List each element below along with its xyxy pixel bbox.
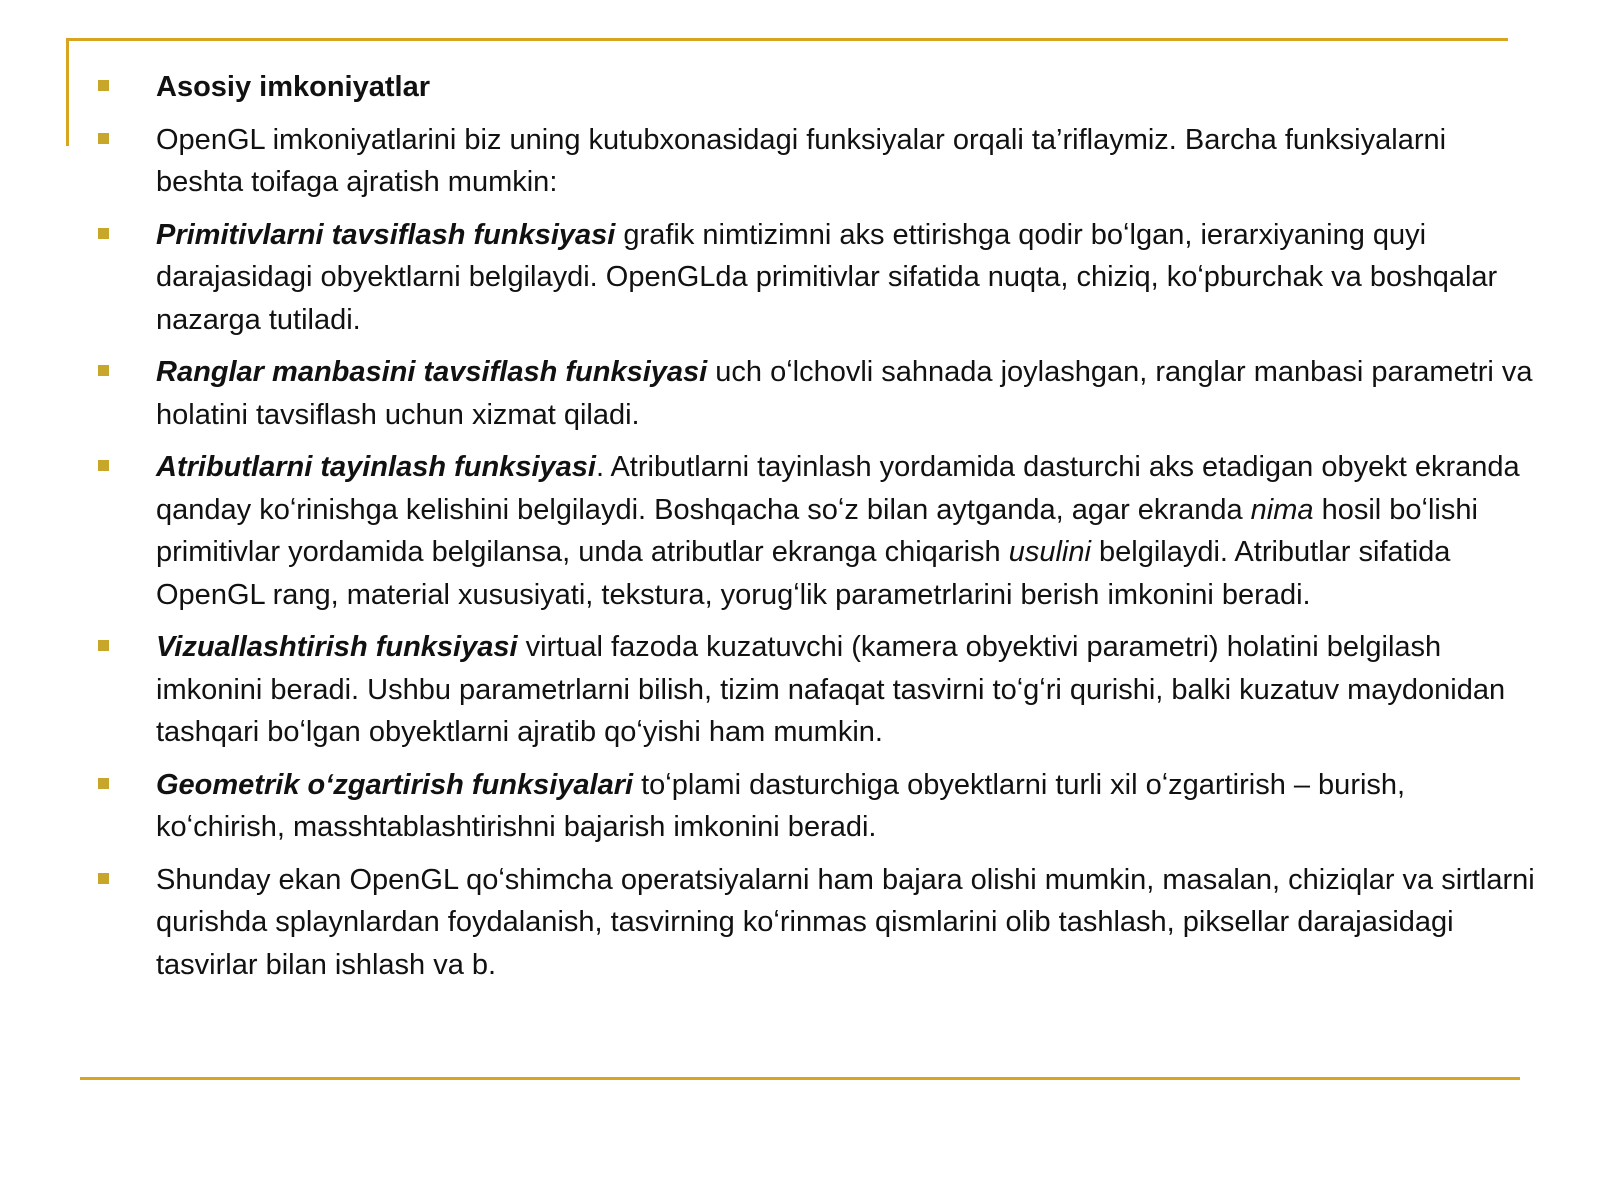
term-attributes: Atributlarni tayinlash funksiyasi (156, 451, 596, 483)
attributes-emphasis-method: usulini (1008, 536, 1091, 568)
term-visualization: Vizuallashtirish funksiyasi (156, 631, 518, 663)
square-bullet-icon (98, 365, 109, 376)
attributes-emphasis-what: nima (1250, 493, 1314, 526)
slide-content (96, 66, 1536, 996)
bullet-item-conclusion (96, 859, 1536, 987)
square-bullet-icon (98, 460, 109, 471)
primitives-description: grafik nimtizimni aks ettirishga qodir boʻlgan, ierarxiyaning quyi darajasidagi obyektlarni belgilaydi. OpenGLda primitivlar sifatida nuqta, chiziq, koʻpburchak va boshqalar nazarga tutiladi. (156, 218, 1498, 336)
square-bullet-icon (98, 80, 109, 91)
square-bullet-icon (98, 778, 109, 789)
conclusion-text: Shunday ekan OpenGL qoʻshimcha operatsiyalarni ham bajara olishi mumkin, masalan, chiziqlar va sirtlarni qurishda splaynlardan foydalanish, tasvirning koʻrinmas qismlarini olib tashlash, piksellar darajasidagi tasvirlar bilan ishlash va b. (156, 863, 1535, 981)
bottom-accent-rule (80, 1077, 1520, 1080)
bullet-item-light-sources (96, 351, 1536, 436)
intro-text: OpenGL imkoniyatlarini biz uning kutubxonasidagi funksiyalar orqali ta’riflaymiz. Barcha funksiyalarni beshta toifaga ajratish mumkin: (156, 123, 1447, 198)
square-bullet-icon (98, 228, 109, 239)
bullet-item-primitives (96, 214, 1536, 342)
square-bullet-icon (98, 873, 109, 884)
bullet-item-heading (96, 66, 1536, 109)
light-sources-description: uch oʻlchovli sahnada joylashgan, ranglar manbasi parametri va holatini tavsiflash uchun xizmat qiladi. (156, 356, 1533, 431)
top-accent-rule (66, 38, 1508, 41)
bullet-item-intro (96, 119, 1536, 204)
bullet-item-visualization (96, 626, 1536, 754)
geometric-description: toʻplami dasturchiga obyektlarni turli xil oʻzgartirish – burish, koʻchirish, masshtablashtirishni bajarish imkonini beradi. (156, 768, 1406, 843)
term-light-sources: Ranglar manbasini tavsiflash funksiyasi (156, 356, 708, 388)
square-bullet-icon (98, 133, 109, 144)
left-accent-rule (66, 38, 69, 146)
term-geometric: Geometrik oʻzgartirish funksiyalari (156, 768, 634, 801)
square-bullet-icon (98, 640, 109, 651)
attributes-description-part3: belgilaydi. Atributlar sifatida OpenGL rang, material xususiyati, tekstura, yorugʻlik parametrlarini berish imkonini beradi. (156, 536, 1451, 611)
visualization-description: virtual fazoda kuzatuvchi (kamera obyektivi parametri) holatini belgilash imkonini beradi. Ushbu parametrlarni bilish, tizim nafaqat tasvirni toʻgʻri qurishi, balki kuzatuv maydonidan tashqari boʻlgan obyektlarni ajratib qoʻyishi ham mumkin. (156, 631, 1506, 748)
bullet-item-attributes (96, 446, 1536, 616)
bullet-item-geometric (96, 764, 1536, 849)
section-heading: Asosiy imkoniyatlar (156, 71, 430, 103)
attributes-description-part1: . Atributlarni tayinlash yordamida dasturchi aks etadigan obyekt ekranda qanday koʻrinishga kelishini belgilaydi. Boshqacha soʻz bilan aytganda, agar ekranda (156, 451, 1520, 526)
term-primitives: Primitivlarni tavsiflash funksiyasi (156, 218, 616, 251)
attributes-description-part2: hosil boʻlishi primitivlar yordamida belgilansa, unda atributlar ekranga chiqarish (156, 493, 1478, 568)
